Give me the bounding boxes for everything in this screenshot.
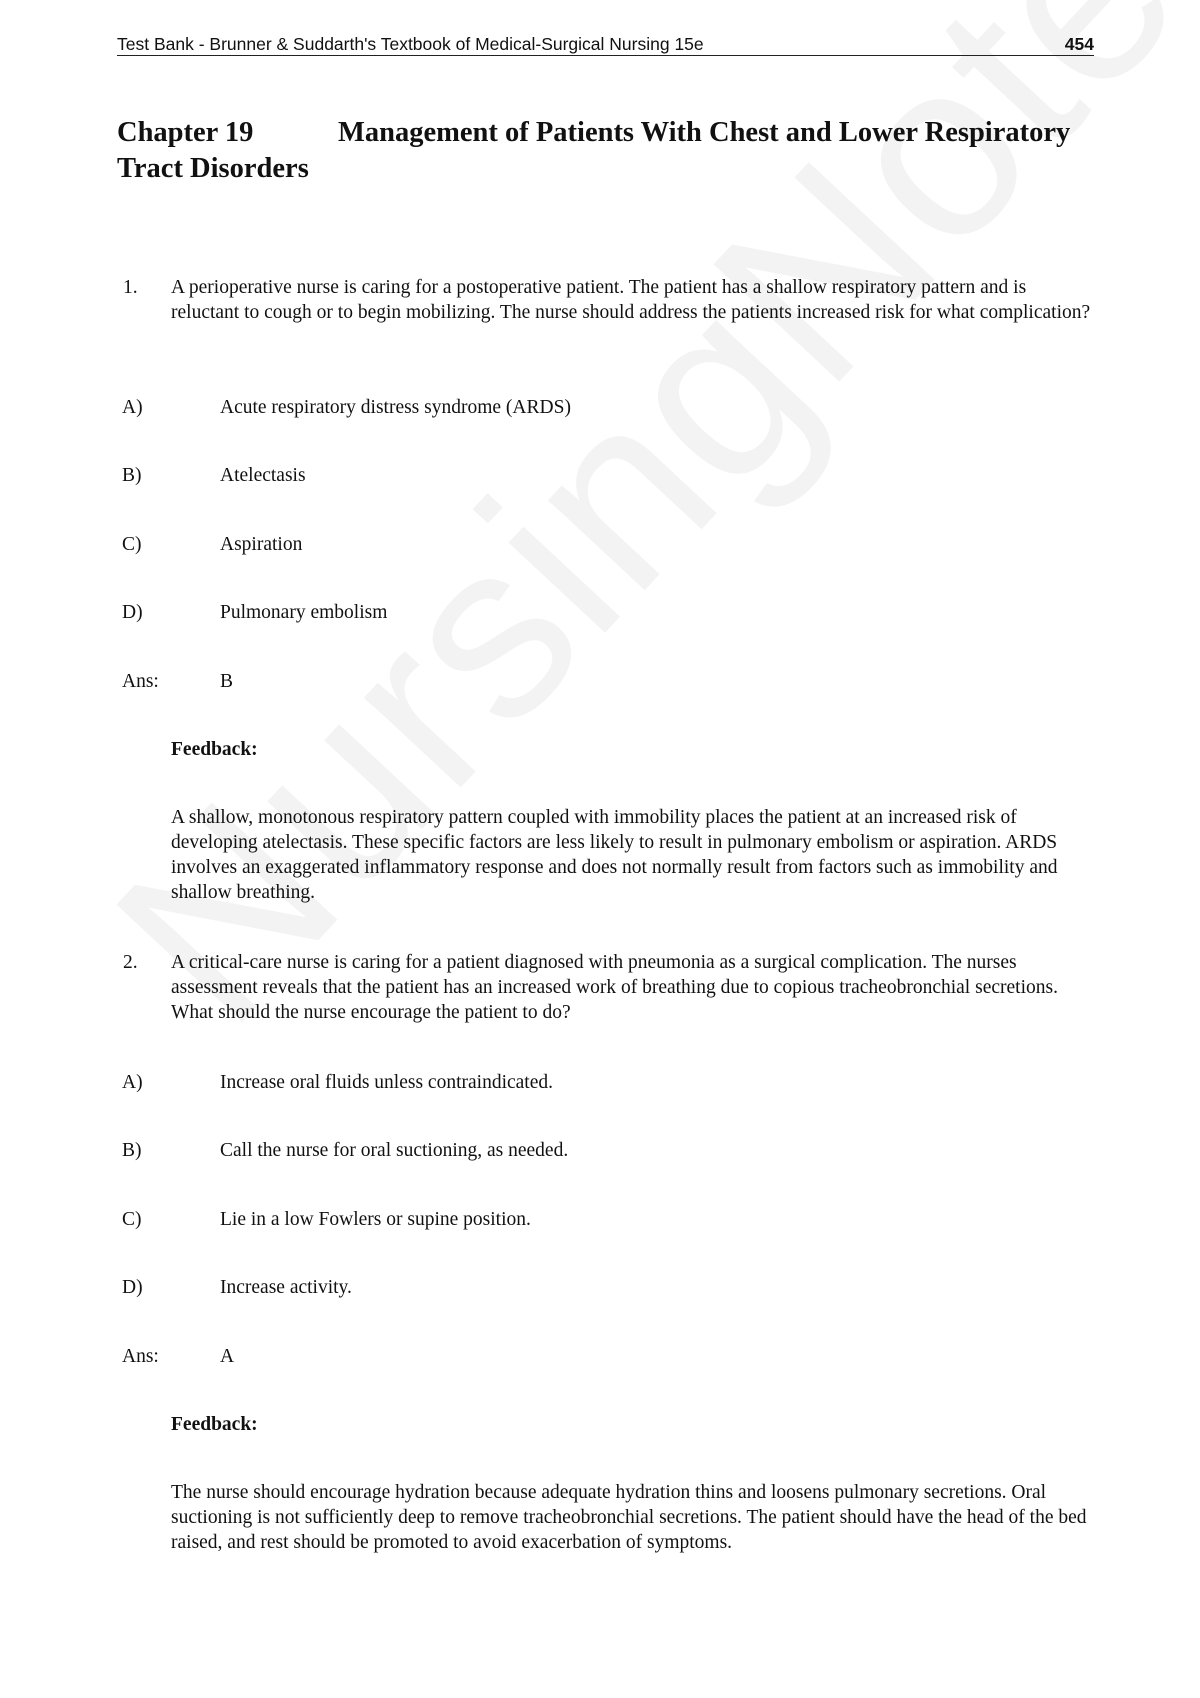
chapter-number: Chapter 19 xyxy=(117,117,254,148)
chapter-title: Management of Patients With Chest and Lower Respiratory Tract Disorders xyxy=(117,117,1071,184)
page-header xyxy=(117,33,1094,56)
option-text: Lie in a low Fowlers or supine position. xyxy=(220,1209,531,1230)
feedback-text: The nurse should encourage hydration because adequate hydration thins and loosens pulmonary secretions. Oral suctioning is not sufficiently deep to remove tracheobronchial secretions. The patient should have the head of the bed raised, and rest should be promoted to avoid exacerbation of symptoms. xyxy=(171,1482,1087,1553)
option-text: Atelectasis xyxy=(220,465,306,486)
question-text: A perioperative nurse is caring for a postoperative patient. The patient has a shallow respiratory pattern and is reluctant to cough or to begin mobilizing. The nurse should address the patients increased risk for what complication? xyxy=(171,277,1091,323)
answer-value: B xyxy=(220,671,234,692)
feedback-text: A shallow, monotonous respiratory pattern coupled with immobility places the patient at an increased risk of developing atelectasis. These specific factors are less likely to result in pulmonary embolism or aspiration. ARDS involves an exaggerated inflammatory response and does not normally result from factors such as immobility and shallow breathing. xyxy=(171,807,1058,903)
option-text: Aspiration xyxy=(220,534,303,555)
option-text: Increase activity. xyxy=(220,1277,352,1298)
option-letter: A) xyxy=(122,397,143,418)
option-letter: D) xyxy=(122,602,143,623)
option-text: Acute respiratory distress syndrome (ARDS) xyxy=(220,397,571,418)
option-letter: A) xyxy=(122,1072,143,1093)
answer-value: A xyxy=(220,1346,235,1367)
option-letter: C) xyxy=(122,534,142,555)
chapter-heading xyxy=(117,115,1097,187)
question-text: A critical-care nurse is caring for a patient diagnosed with pneumonia as a surgical complication. The nurses assessment reveals that the patient has an increased work of breathing due to copious tracheobronchial secretions. What should the nurse encourage the patient to do? xyxy=(171,952,1058,1023)
feedback-label: Feedback: xyxy=(171,1414,258,1435)
question-number: 1. xyxy=(123,277,138,298)
option-text: Increase oral fluids unless contraindicated. xyxy=(220,1072,553,1093)
answer-label: Ans: xyxy=(122,671,159,692)
option-letter: B) xyxy=(122,1140,142,1161)
feedback-label: Feedback: xyxy=(171,739,258,760)
page-number: 454 xyxy=(1064,34,1094,54)
option-text: Pulmonary embolism xyxy=(220,602,388,623)
option-letter: D) xyxy=(122,1277,143,1298)
option-letter: C) xyxy=(122,1209,142,1230)
answer-label: Ans: xyxy=(122,1346,159,1367)
header-title: Test Bank - Brunner & Suddarth's Textbook of Medical-Surgical Nursing 15e xyxy=(117,34,704,54)
question-number: 2. xyxy=(123,952,138,973)
option-text: Call the nurse for oral suctioning, as needed. xyxy=(220,1140,569,1161)
option-letter: B) xyxy=(122,465,142,486)
